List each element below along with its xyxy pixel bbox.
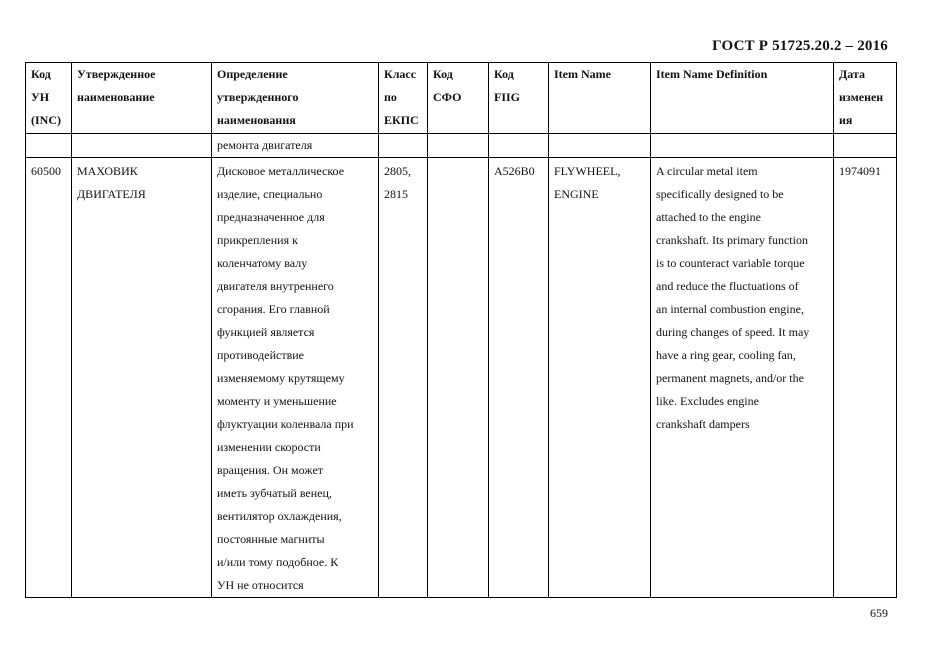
table-row-continuation [26,134,897,158]
item-name-table [25,62,897,598]
header-class: Класс по ЕКПС [379,63,428,134]
cell-class: 2805, 2815 [379,158,428,598]
cell-fiig: A526B0 [489,158,549,598]
header-approved-name: Утвержденное наименование [72,63,212,134]
header-definition: Определение утвержденного наименования [212,63,379,134]
cell-sfo [428,158,489,598]
table-header-row [26,63,897,134]
header-date-changed: Дата изменен ия [834,63,897,134]
cell-item-name-definition: A circular metal item specifically designed to be attached to the engine crankshaft. Its primary function is to counteract variable torque and reduce the fluctuations of an internal combustion engine, during changes of speed. It may have a ring gear, cooling fan, permanent magnets, and/or the like. Excludes engine crankshaft dampers [651,158,834,598]
header-item-name-definition: Item Name Definition [651,63,834,134]
header-fiig: Код FIIG [489,63,549,134]
table-row [26,158,897,598]
header-sfo: Код СФО [428,63,489,134]
cell-inc: 60500 [26,158,72,598]
document-standard-title: ГОСТ Р 51725.20.2 – 2016 [712,38,888,54]
header-item-name: Item Name [549,63,651,134]
cell-definition-ru: Дисковое металлическое изделие, специально предназначенное для прикрепления к коленчатому валу двигателя внутреннего сгорания. Его главной функцией является противодействие изменяемому крутящему моменту и уменьшение флуктуации коленвала при изменении скорости вращения. Он может иметь зубчатый венец, вентилятор охлаждения, постоянные магниты и/или тому подобное. К УН не относится [212,158,379,598]
continuation-text: ремонта двигателя [212,134,379,158]
header-inc: Код УН (INC) [26,63,72,134]
cell-item-name: FLYWHEEL, ENGINE [549,158,651,598]
cell-approved-name: МАХОВИК ДВИГАТЕЛЯ [72,158,212,598]
page-number: 659 [870,606,888,620]
cell-date-changed: 1974091 [834,158,897,598]
